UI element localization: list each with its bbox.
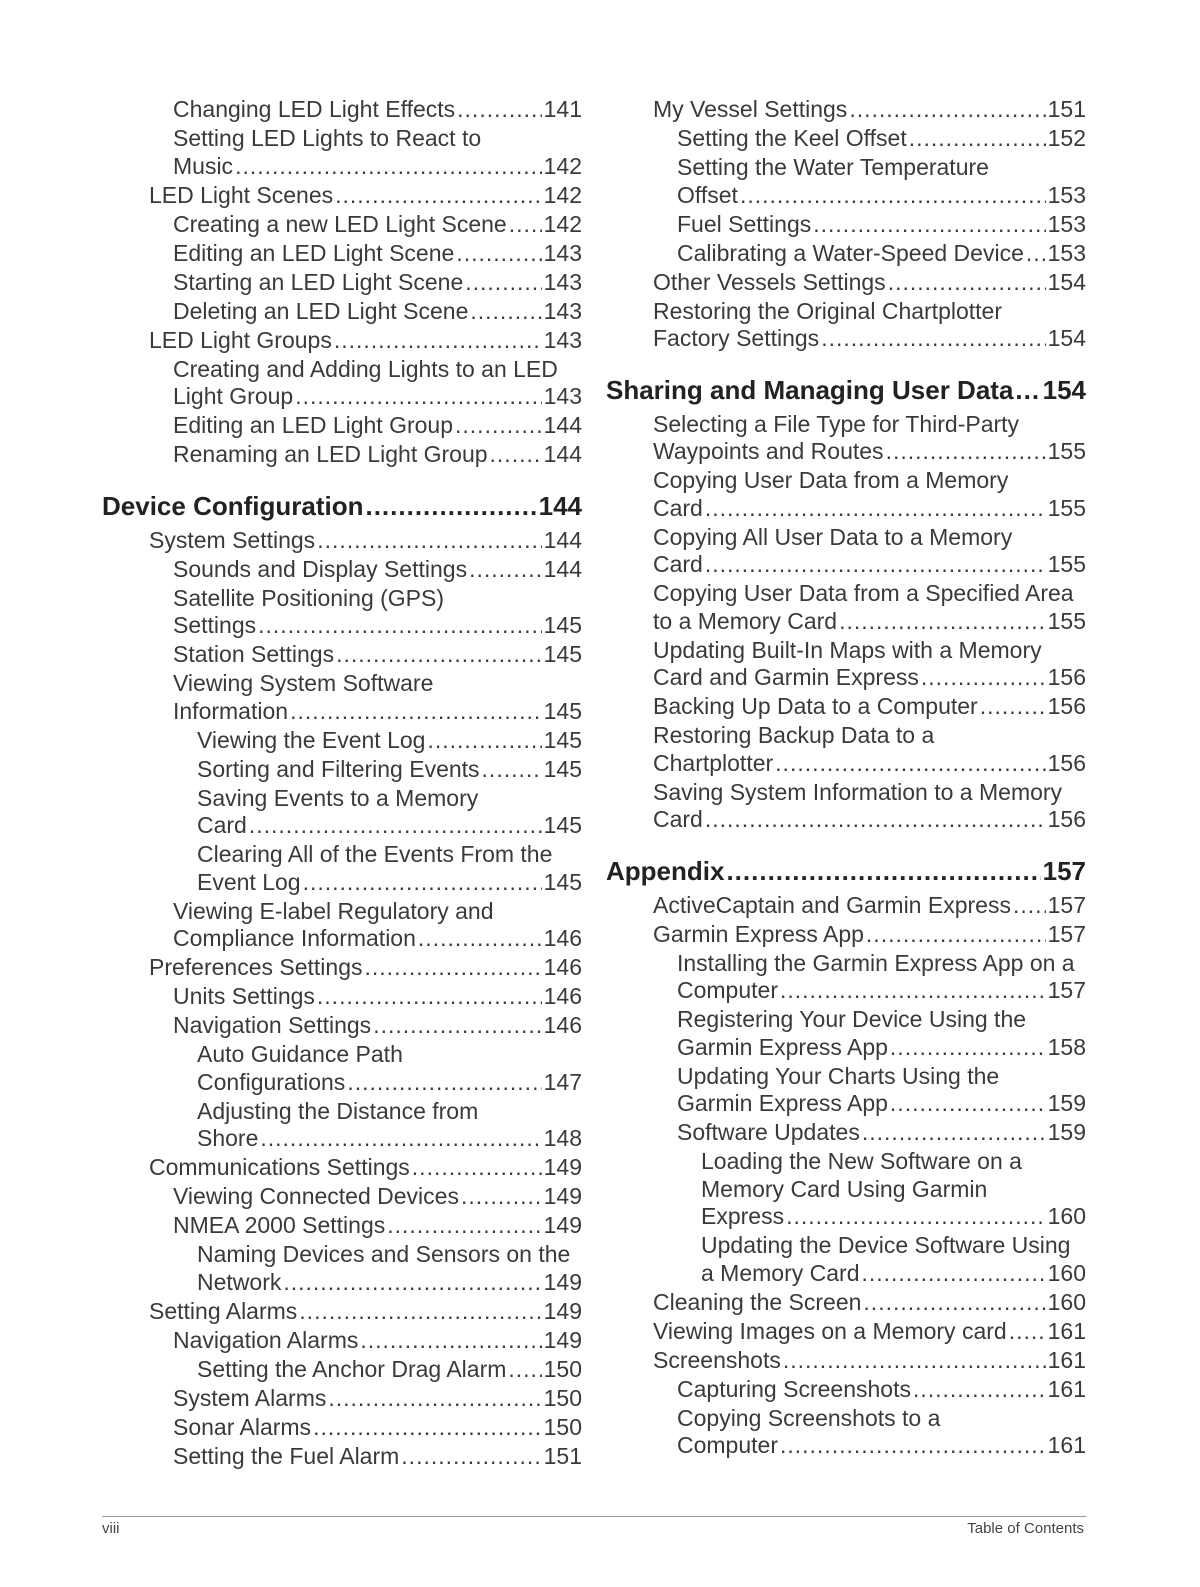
toc-entry-creating-and-adding-lights-to-an-led[interactable] xyxy=(102,356,582,411)
toc-entry-title: Setting the Anchor Drag Alarm xyxy=(197,1355,507,1382)
dot-leader xyxy=(317,527,541,555)
toc-entry-setting-the-keel-offset[interactable] xyxy=(606,125,1086,153)
toc-page-number: 148 xyxy=(543,1125,582,1151)
toc-page-number: 157 xyxy=(1047,977,1086,1003)
toc-page-number: 143 xyxy=(543,326,582,353)
toc-entry-title: Other Vessels Settings xyxy=(653,268,886,295)
toc-entry-title: Computer xyxy=(677,977,778,1003)
toc-page-number: 161 xyxy=(1047,1346,1086,1373)
toc-entry-device-configuration[interactable] xyxy=(102,491,582,521)
toc-entry-title: Card xyxy=(653,806,703,832)
dot-leader xyxy=(839,608,1046,636)
toc-entry-title: Settings xyxy=(173,612,257,638)
toc-entry-fuel-settings[interactable] xyxy=(606,211,1086,239)
toc-entry-title: Updating Your Charts Using the xyxy=(677,1062,1000,1089)
toc-entry-creating-a-new-led-light-scene[interactable] xyxy=(102,211,582,239)
toc-entry-viewing-connected-devices[interactable] xyxy=(102,1183,582,1211)
toc-entry-setting-the-anchor-drag-alarm[interactable] xyxy=(102,1356,582,1384)
toc-entry-title: to a Memory Card xyxy=(653,607,838,634)
dot-leader xyxy=(235,153,542,181)
toc-page-number: 145 xyxy=(543,755,582,782)
toc-entry-system-settings[interactable] xyxy=(102,527,582,555)
dot-leader xyxy=(888,269,1046,297)
dot-leader xyxy=(334,327,542,355)
toc-page-number: 142 xyxy=(543,181,582,208)
toc-entry-setting-the-water-temperature[interactable] xyxy=(606,154,1086,209)
toc-entry-led-light-groups[interactable] xyxy=(102,327,582,355)
dot-leader xyxy=(347,1069,541,1097)
toc-page-number: 155 xyxy=(1047,607,1086,634)
toc-entry-title: Editing an LED Light Scene xyxy=(173,239,455,266)
dot-leader xyxy=(780,1432,1046,1460)
toc-entry-title: Network xyxy=(197,1268,282,1295)
dot-leader xyxy=(490,441,542,469)
toc-entry-title: Selecting a File Type for Third-Party xyxy=(653,410,1020,437)
toc-entry-title: Navigation Alarms xyxy=(173,1326,359,1353)
toc-entry-title: Adjusting the Distance from xyxy=(197,1097,479,1124)
dot-leader xyxy=(303,869,542,897)
toc-page-number: 144 xyxy=(543,555,582,582)
dot-leader xyxy=(740,182,1046,210)
toc-page-number: 146 xyxy=(543,1012,582,1038)
toc-page-number: 145 xyxy=(543,868,582,895)
dot-leader xyxy=(470,298,541,326)
toc-page-number: 143 xyxy=(543,239,582,266)
toc-entry-editing-an-led-light-scene[interactable] xyxy=(102,240,582,268)
toc-entry-title: Setting the Water Temperature xyxy=(677,154,989,180)
toc-entry-title: NMEA 2000 Settings xyxy=(173,1212,386,1238)
toc-entry-title: Deleting an LED Light Scene xyxy=(173,297,469,324)
dot-leader xyxy=(780,977,1046,1005)
dot-leader xyxy=(909,125,1046,153)
dot-leader xyxy=(849,96,1045,124)
toc-entry-sounds-and-display-settings[interactable] xyxy=(102,556,582,584)
dot-leader xyxy=(465,269,541,297)
toc-entry-title: Creating a new LED Light Scene xyxy=(173,210,507,237)
toc-page-number: 158 xyxy=(1047,1033,1086,1060)
dot-leader xyxy=(328,1385,541,1413)
toc-page-number: 161 xyxy=(1047,1317,1086,1344)
toc-entry-title: LED Light Scenes xyxy=(149,181,334,208)
toc-entry-satellite-positioning-gps[interactable] xyxy=(102,585,582,640)
toc-entry-title: Setting LED Lights to React to xyxy=(173,125,482,151)
dot-leader xyxy=(786,1203,1046,1231)
toc-entry-title: Setting Alarms xyxy=(149,1297,298,1324)
toc-entry-title: Computer xyxy=(677,1432,778,1458)
toc-entry-naming-devices-and-sensors-on-the[interactable] xyxy=(102,1241,582,1296)
dot-leader xyxy=(913,1376,1046,1404)
toc-entry-sharing-and-managing-user-data[interactable] xyxy=(606,375,1086,405)
toc-entry-updating-built-in-maps-with-a-memory[interactable] xyxy=(606,637,1086,692)
dot-leader xyxy=(705,495,1046,523)
toc-entry-restoring-the-original-chartplotter[interactable] xyxy=(606,298,1086,353)
toc-page-number: 156 xyxy=(1047,693,1086,719)
dot-leader xyxy=(509,211,542,239)
toc-page-number: 157 xyxy=(1047,891,1086,918)
toc-entry-changing-led-light-effects[interactable] xyxy=(102,96,582,124)
toc-entry-title: a Memory Card xyxy=(701,1259,860,1286)
toc-page-number: 152 xyxy=(1047,125,1086,151)
toc-entry-title: Device Configuration xyxy=(102,490,364,521)
toc-page-number: 147 xyxy=(543,1068,582,1095)
dot-leader xyxy=(295,383,541,411)
toc-entry-title: Installing the Garmin Express App on a xyxy=(677,949,1075,976)
toc-entry-title: Sorting and Filtering Events xyxy=(197,755,480,782)
toc-entry-title: Creating and Adding Lights to an LED xyxy=(173,355,558,382)
toc-page-number: 149 xyxy=(543,1326,582,1353)
dot-leader xyxy=(365,491,536,521)
dot-leader xyxy=(260,1125,541,1153)
toc-entry-title: Sonar Alarms xyxy=(173,1413,312,1440)
toc-page-number: 154 xyxy=(1042,374,1086,405)
toc-entry-title: Copying All User Data to a Memory xyxy=(653,523,1013,550)
dot-leader xyxy=(890,1090,1046,1118)
toc-entry-title: Setting the Keel Offset xyxy=(677,125,907,151)
toc-entry-auto-guidance-path[interactable] xyxy=(102,1041,582,1096)
toc-page-number: 154 xyxy=(1047,325,1086,351)
toc-entry-title: Light Group xyxy=(173,383,294,409)
toc-page-number: 153 xyxy=(1047,239,1086,266)
toc-entry-title: Music xyxy=(173,152,234,179)
toc-entry-setting-the-fuel-alarm[interactable] xyxy=(102,1443,582,1471)
dot-leader xyxy=(508,1356,541,1384)
toc-page-number: 146 xyxy=(543,925,582,951)
toc-entry-title: System Settings xyxy=(149,526,316,553)
toc-entry-title: Card xyxy=(197,812,247,838)
toc-page-number: 150 xyxy=(543,1355,582,1382)
toc-entry-title: Loading the New Software on a xyxy=(701,1148,1022,1174)
toc-page-number: 144 xyxy=(538,490,582,521)
toc-entry-installing-the-garmin-express-app-on-a[interactable] xyxy=(606,950,1086,1005)
toc-page-number: 156 xyxy=(1047,749,1086,776)
dot-leader xyxy=(457,96,541,124)
dot-leader xyxy=(299,1298,541,1326)
dot-leader xyxy=(705,551,1046,579)
toc-entry-setting-led-lights-to-react-to[interactable] xyxy=(102,125,582,180)
toc-page-number: 145 xyxy=(543,612,582,638)
toc-page-number: 156 xyxy=(1047,806,1086,832)
toc-entry-units-settings[interactable] xyxy=(102,983,582,1011)
toc-entry-garmin-express-app[interactable] xyxy=(606,921,1086,949)
toc-entry-registering-your-device-using-the[interactable] xyxy=(606,1006,1086,1061)
toc-page-number: 159 xyxy=(1047,1090,1086,1116)
toc-entry-title: Station Settings xyxy=(173,641,335,667)
toc-entry-title: My Vessel Settings xyxy=(653,96,848,122)
toc-entry-title: Updating the Device Software Using xyxy=(701,1232,1071,1258)
footer-divider xyxy=(102,1516,1086,1517)
toc-entry-renaming-an-led-light-group[interactable] xyxy=(102,441,582,469)
dot-leader xyxy=(1013,892,1046,920)
toc-entry-copying-user-data-from-a-memory[interactable] xyxy=(606,467,1086,522)
dot-leader xyxy=(863,1289,1045,1317)
toc-entry-title: Copying User Data from a Specified Area xyxy=(653,580,1074,606)
dot-leader xyxy=(461,1183,542,1211)
dot-leader xyxy=(862,1119,1046,1147)
toc-entry-title: Capturing Screenshots xyxy=(677,1375,911,1402)
toc-entry-title: Changing LED Light Effects xyxy=(173,96,456,122)
toc-entry-selecting-a-file-type-for-third-party[interactable] xyxy=(606,411,1086,466)
toc-entry-deleting-an-led-light-scene[interactable] xyxy=(102,298,582,326)
toc-entry-title: Card xyxy=(653,494,703,521)
toc-entry-cleaning-the-screen[interactable] xyxy=(606,1289,1086,1317)
toc-entry-title: Express xyxy=(701,1203,785,1229)
toc-page-number: 155 xyxy=(1047,438,1086,464)
toc-entry-title: Factory Settings xyxy=(653,325,820,351)
toc-entry-appendix[interactable] xyxy=(606,856,1086,886)
toc-entry-title: System Alarms xyxy=(173,1384,327,1411)
toc-entry-title: Sounds and Display Settings xyxy=(173,555,468,582)
dot-leader xyxy=(360,1327,541,1355)
toc-entry-backing-up-data-to-a-computer[interactable] xyxy=(606,693,1086,721)
dot-leader xyxy=(258,612,542,640)
toc-entry-title: Viewing Connected Devices xyxy=(173,1183,459,1209)
toc-entry-viewing-the-event-log[interactable] xyxy=(102,727,582,755)
toc-page-number: 161 xyxy=(1047,1432,1086,1458)
toc-entry-title: Card and Garmin Express xyxy=(653,664,919,690)
toc-entry-title: Calibrating a Water-Speed Device xyxy=(677,239,1024,266)
toc-page-number: 149 xyxy=(543,1154,582,1180)
toc-page-number: 145 xyxy=(543,641,582,667)
toc-entry-title: Information xyxy=(173,697,289,724)
toc-entry-viewing-images-on-a-memory-card[interactable] xyxy=(606,1318,1086,1346)
toc-entry-title: Viewing E-label Regulatory and xyxy=(173,897,494,924)
toc-entry-station-settings[interactable] xyxy=(102,641,582,669)
toc-entry-title: Renaming an LED Light Group xyxy=(173,441,488,467)
dot-leader xyxy=(866,921,1046,949)
toc-page-number: 143 xyxy=(543,383,582,409)
toc-page-number: 144 xyxy=(543,441,582,467)
dot-leader xyxy=(412,1154,542,1182)
toc-entry-title: Garmin Express App xyxy=(677,1033,888,1060)
toc-page-number: 151 xyxy=(543,1442,582,1469)
toc-entry-capturing-screenshots[interactable] xyxy=(606,1376,1086,1404)
toc-entry-title: Naming Devices and Sensors on the xyxy=(197,1241,571,1267)
toc-entry-title: Backing Up Data to a Computer xyxy=(653,693,978,719)
toc-page-number: 144 xyxy=(543,526,582,553)
toc-page-number: 155 xyxy=(1047,551,1086,577)
toc-entry-navigation-alarms[interactable] xyxy=(102,1327,582,1355)
toc-entry-title: Shore xyxy=(197,1125,259,1151)
toc-page-number: 150 xyxy=(543,1384,582,1411)
toc-page-number: 141 xyxy=(543,96,582,122)
toc-page-number: 160 xyxy=(1047,1288,1086,1315)
toc-entry-title: Registering Your Device Using the xyxy=(677,1006,1027,1032)
toc-entry-title: Restoring the Original Chartplotter xyxy=(653,297,1002,324)
dot-leader xyxy=(886,438,1046,466)
toc-entry-title: Starting an LED Light Scene xyxy=(173,268,464,295)
toc-entry-title: Memory Card Using Garmin xyxy=(701,1175,988,1202)
dot-leader xyxy=(335,182,542,210)
dot-leader xyxy=(783,1347,1046,1375)
toc-entry-title: Event Log xyxy=(197,868,301,895)
dot-leader xyxy=(775,750,1045,778)
toc-entry-title: Viewing System Software xyxy=(173,670,434,696)
dot-leader xyxy=(418,925,542,953)
toc-entry-title: Preferences Settings xyxy=(149,954,363,980)
toc-page-number: 145 xyxy=(543,697,582,724)
toc-page-number: 161 xyxy=(1047,1375,1086,1402)
toc-entry-title: Satellite Positioning (GPS) xyxy=(173,584,445,611)
toc-entry-title: Sharing and Managing User Data xyxy=(606,374,1014,405)
toc-entry-title: Screenshots xyxy=(653,1346,781,1373)
dot-leader xyxy=(336,641,542,669)
toc-entry-title: Offset xyxy=(677,181,738,208)
toc-entry-title: Copying User Data from a Memory xyxy=(653,467,1009,493)
toc-column-left xyxy=(102,96,582,1472)
toc-page-number: 153 xyxy=(1047,181,1086,208)
dot-leader xyxy=(861,1260,1045,1288)
toc-entry-title: Copying Screenshots to a xyxy=(677,1404,941,1431)
toc-entry-title: Card xyxy=(653,551,703,577)
toc-page-number: 156 xyxy=(1047,664,1086,690)
toc-entry-title: Navigation Settings xyxy=(173,1012,372,1038)
dot-leader xyxy=(921,664,1046,692)
toc-entry-screenshots[interactable] xyxy=(606,1347,1086,1375)
toc-entry-title: Units Settings xyxy=(173,983,315,1009)
toc-entry-activecaptain-and-garmin-express[interactable] xyxy=(606,892,1086,920)
toc-entry-sorting-and-filtering-events[interactable] xyxy=(102,756,582,784)
toc-entry-title: Saving System Information to a Memory xyxy=(653,778,1063,805)
dot-leader xyxy=(401,1443,541,1471)
toc-page-number: 150 xyxy=(543,1413,582,1440)
toc-page-number: 159 xyxy=(1047,1119,1086,1145)
dot-leader xyxy=(290,698,542,726)
dot-leader xyxy=(726,856,1040,886)
dot-leader xyxy=(456,240,541,268)
dot-leader xyxy=(317,983,542,1011)
toc-page-number: 160 xyxy=(1047,1203,1086,1229)
toc-entry-title: Garmin Express App xyxy=(653,920,864,947)
toc-page-number: 157 xyxy=(1047,920,1086,947)
toc-entry-title: Updating Built-In Maps with a Memory xyxy=(653,636,1042,663)
toc-entry-updating-the-device-software-using[interactable] xyxy=(606,1232,1086,1287)
toc-entry-title: Software Updates xyxy=(677,1119,860,1145)
toc-page-number: 145 xyxy=(543,812,582,838)
toc-entry-title: Clearing All of the Events From the xyxy=(197,841,553,867)
toc-entry-title: Communications Settings xyxy=(149,1154,410,1180)
toc-entry-nmea-2000-settings[interactable] xyxy=(102,1212,582,1240)
dot-leader xyxy=(1009,1318,1046,1346)
toc-entry-calibrating-a-water-speed-device[interactable] xyxy=(606,240,1086,268)
dot-leader xyxy=(705,806,1046,834)
toc-entry-starting-an-led-light-scene[interactable] xyxy=(102,269,582,297)
dot-leader xyxy=(890,1034,1046,1062)
toc-entry-updating-your-charts-using-the[interactable] xyxy=(606,1063,1086,1118)
dot-leader xyxy=(373,1012,541,1040)
toc-entry-title: Appendix xyxy=(606,855,725,886)
toc-entry-title: Viewing the Event Log xyxy=(197,726,426,753)
dot-leader xyxy=(1026,240,1046,268)
toc-page-number: 144 xyxy=(543,412,582,438)
toc-page-number: 155 xyxy=(1047,494,1086,521)
dot-leader xyxy=(813,211,1045,239)
toc-entry-title: Cleaning the Screen xyxy=(653,1288,862,1315)
toc-entry-communications-settings[interactable] xyxy=(102,1154,582,1182)
toc-page-number: 154 xyxy=(1047,268,1086,295)
toc-entry-title: Restoring Backup Data to a xyxy=(653,722,935,748)
dot-leader xyxy=(313,1414,542,1442)
toc-entry-saving-events-to-a-memory[interactable] xyxy=(102,785,582,840)
toc-page-number: 145 xyxy=(543,726,582,753)
dot-leader xyxy=(482,756,542,784)
toc-entry-software-updates[interactable] xyxy=(606,1119,1086,1147)
toc-page-number: 142 xyxy=(543,152,582,179)
toc-entry-title: LED Light Groups xyxy=(149,326,332,353)
toc-entry-loading-the-new-software-on-a[interactable] xyxy=(606,1148,1086,1231)
toc-entry-title: Chartplotter xyxy=(653,749,774,776)
toc-entry-restoring-backup-data-to-a[interactable] xyxy=(606,722,1086,777)
toc-page-number: 157 xyxy=(1042,855,1086,886)
toc-page-number: 153 xyxy=(1047,210,1086,237)
toc-entry-editing-an-led-light-group[interactable] xyxy=(102,412,582,440)
dot-leader xyxy=(365,954,542,982)
toc-entry-copying-user-data-from-a-specified-area[interactable] xyxy=(606,580,1086,635)
toc-entry-viewing-e-label-regulatory-and[interactable] xyxy=(102,898,582,953)
toc-entry-led-light-scenes[interactable] xyxy=(102,182,582,210)
toc-page-number: 146 xyxy=(543,983,582,1009)
toc-entry-preferences-settings[interactable] xyxy=(102,954,582,982)
dot-leader xyxy=(249,812,542,840)
dot-leader xyxy=(427,727,541,755)
toc-entry-title: ActiveCaptain and Garmin Express xyxy=(653,891,1011,918)
toc-page-number: 143 xyxy=(543,297,582,324)
toc-entry-adjusting-the-distance-from[interactable] xyxy=(102,1098,582,1153)
footer-section-title: Table of Contents xyxy=(967,1520,1084,1537)
toc-entry-title: Viewing Images on a Memory card xyxy=(653,1317,1007,1344)
toc-entry-title: Editing an LED Light Group xyxy=(173,412,454,438)
toc-entry-title: Saving Events to a Memory xyxy=(197,784,479,811)
toc-page-number: 149 xyxy=(543,1212,582,1238)
dot-leader xyxy=(387,1212,541,1240)
toc-page-number: 151 xyxy=(1047,96,1086,122)
toc-entry-copying-screenshots-to-a[interactable] xyxy=(606,1405,1086,1460)
toc-page-number: 146 xyxy=(543,954,582,980)
toc-entry-copying-all-user-data-to-a-memory[interactable] xyxy=(606,524,1086,579)
toc-entry-title: Configurations xyxy=(197,1068,346,1095)
dot-leader xyxy=(821,325,1045,353)
toc-entry-other-vessels-settings[interactable] xyxy=(606,269,1086,297)
toc-page-number: 149 xyxy=(543,1183,582,1209)
dot-leader xyxy=(1015,375,1040,405)
toc-entry-title: Compliance Information xyxy=(173,925,416,951)
dot-leader xyxy=(980,693,1046,721)
toc-entry-setting-alarms[interactable] xyxy=(102,1298,582,1326)
dot-leader xyxy=(283,1269,541,1297)
toc-page-number: 142 xyxy=(543,210,582,237)
toc-entry-clearing-all-of-the-events-from-the[interactable] xyxy=(102,841,582,896)
toc-entry-title: Setting the Fuel Alarm xyxy=(173,1442,400,1469)
toc-page-number: 160 xyxy=(1047,1259,1086,1286)
toc-entry-navigation-settings[interactable] xyxy=(102,1012,582,1040)
dot-leader xyxy=(469,556,542,584)
toc-column-right xyxy=(606,96,1086,1461)
dot-leader xyxy=(455,412,542,440)
toc-entry-saving-system-information-to-a-memory[interactable] xyxy=(606,779,1086,834)
toc-entry-my-vessel-settings[interactable] xyxy=(606,96,1086,124)
toc-entry-sonar-alarms[interactable] xyxy=(102,1414,582,1442)
toc-entry-system-alarms[interactable] xyxy=(102,1385,582,1413)
toc-entry-title: Fuel Settings xyxy=(677,210,812,237)
toc-entry-title: Garmin Express App xyxy=(677,1090,888,1116)
toc-entry-title: Waypoints and Routes xyxy=(653,438,884,464)
toc-entry-title: Auto Guidance Path xyxy=(197,1041,403,1067)
footer-page-number: viii xyxy=(102,1520,120,1537)
toc-page-number: 143 xyxy=(543,268,582,295)
toc-entry-viewing-system-software[interactable] xyxy=(102,670,582,725)
toc-page-number: 149 xyxy=(543,1297,582,1324)
toc-page-number: 149 xyxy=(543,1268,582,1295)
